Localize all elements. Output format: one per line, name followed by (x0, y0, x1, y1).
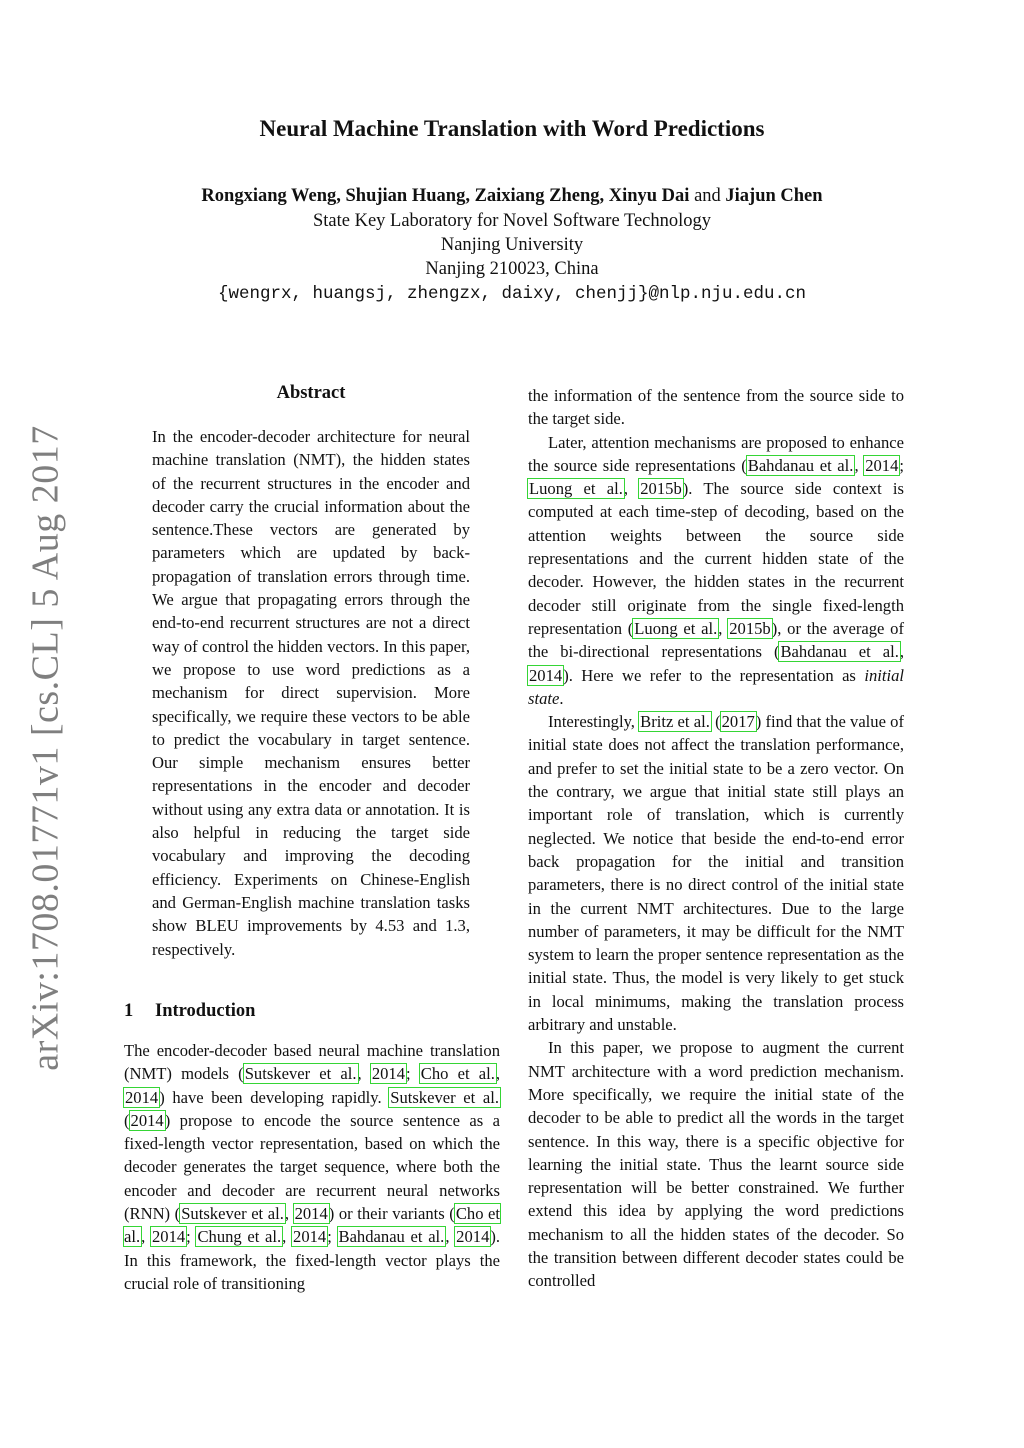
author-last: Jiajun Chen (725, 186, 823, 206)
emphasized-term: initial state (528, 665, 904, 708)
citation-link[interactable]: 2017 (721, 712, 755, 732)
citation-link[interactable]: Bahdanau et al. (747, 455, 854, 475)
citation-link[interactable]: 2014 (130, 1110, 164, 1130)
introduction-body (124, 1039, 500, 1295)
affiliation-city: Nanjing 210023, China (425, 259, 599, 279)
section-title: Introduction (155, 1001, 256, 1021)
citation-link[interactable]: Cho et al. (124, 1204, 501, 1247)
affiliation-lab: State Key Laboratory for Novel Software Technology (312, 211, 712, 231)
citation-link[interactable]: 2014 (529, 665, 563, 685)
section-number: 1 (124, 1001, 134, 1021)
citation-link[interactable]: Sutskever et al. (181, 1204, 284, 1224)
citation-link[interactable]: 2015b (729, 618, 771, 638)
citation-link[interactable]: 2014 (151, 1227, 186, 1247)
right-paragraph-4: In this paper, we propose to augment the current NMT architecture with a word prediction mechanism. More specifically, we require the initial state of the decoder to be able to predict all the words in the target sentence. In this way, there is a specific objective for learning the initial state. Thus the learnt source side representation will be better constrained. We further extend this idea by applying the word predictions mechanism to all the hidden states of the decoder. So the transition between different decoder states could be controlled (528, 1038, 904, 1291)
right-paragraph-3: Interestingly, Britz et al. (2017) find that the value of initial state does not affect the translation performance, and prefer to set the initial state to be a zero vector. On the contrary, we argue that initial state still plays an important role of translation, which is currently neglected. We notice that beside the end-to-end error back propagation for the initial and transition parameters, there is no direct control of the initial state in the current NMT architectures. Due to the large number of parameters, it may be difficult for the NMT system to learn the proper sentence representation as the initial state. Thus, the model is very likely to get stuck in local minimums, making the translation process arbitrary and unstable. (528, 712, 904, 1035)
citation-link[interactable]: Bahdanau et al. (338, 1227, 445, 1247)
author-emails: {wengrx, huangsj, zhengzx, daixy, chenjj}@nlp.nju.edu.cn (217, 284, 807, 304)
intro-paragraph-1: The encoder-decoder based neural machine translation (NMT) models (Sutskever et al., 2014; Cho et al., 2014) have been developing rapidly. Sutskever et al. (2014) propose to encode the source sentence as a fixed-length vector representation, based on which the decoder generates the target sequence, where both the encoder and decoder are recurrent neural networks (RNN) (Sutskever et al., 2014) or their variants (Cho et al., 2014; Chung et al., 2014; Bahdanau et al., 2014). In this framework, the fixed-length vector plays the crucial role of transitioning (124, 1041, 501, 1293)
paper-title: Neural Machine Translation with Word Predictions (259, 116, 765, 141)
citation-link[interactable]: Sutskever et al. (244, 1064, 357, 1084)
citation-link[interactable]: Chung et al. (197, 1227, 282, 1247)
citation-link[interactable]: Luong et al. (634, 618, 718, 638)
right-column-body (528, 384, 904, 1293)
citation-link[interactable]: Cho et al. (420, 1064, 495, 1084)
abstract-heading: Abstract (276, 383, 346, 403)
citation-link[interactable]: 2014 (293, 1227, 327, 1247)
abstract-paragraph: In the encoder-decoder architecture for neural machine translation (NMT), the hidden states of the recurrent structures in the encoder and decoder carry the crucial information about the sentence.These vectors are generated by parameters which are updated by back-propagation of translation errors through time. We argue that propagating errors through the end-to-end recurrent structures are not a direct way of control the hidden vectors. In this paper, we propose to use word predictions as a mechanism for direct supervision. More specifically, we require these vectors to be able to predict the vocabulary in target sentence. Our simple mechanism ensures better representations in the encoder and decoder without using any extra data or annotation. It is also helpful in reducing the target side vocabulary and improving the decoding efficiency. Experiments on Chinese-English and German-English machine translation tasks show BLEU improvements by 4.53 and 1.3, respectively. (152, 427, 470, 959)
citation-link[interactable]: 2015b (640, 479, 682, 499)
abstract-body (152, 425, 470, 961)
arxiv-identifier-stamp (24, 424, 68, 1071)
author-conjunction: and (694, 186, 721, 206)
citation-link[interactable]: Luong et al. (529, 479, 623, 499)
citation-link[interactable]: 2014 (294, 1204, 328, 1224)
citation-link[interactable]: Britz et al. (640, 712, 710, 732)
affiliation-university: Nanjing University (440, 235, 584, 255)
author-names: Rongxiang Weng, Shujian Huang, Zaixiang Zheng, Xinyu Dai (201, 186, 690, 206)
arxiv-identifier-text: arXiv:1708.01771v1 [cs.CL] 5 Aug 2017 (25, 424, 68, 1071)
citation-link[interactable]: 2014 (125, 1087, 159, 1107)
citation-link[interactable]: 2014 (456, 1227, 490, 1247)
author-line (0, 186, 1024, 207)
right-paragraph-2: Later, attention mechanisms are proposed to enhance the source side representations (Bahdanau et al., 2014; Luong et al., 2015b). The source side context is computed at each time-step of decoding, based on the attention weights between the source side representations and the current hidden state of the decoder. However, the hidden states in the recurrent decoder still originate from the single fixed-length representation (Luong et al., 2015b), or the average of the bi-directional representations (Bahdanau et al., 2014). Here we refer to the representation as initial state. (528, 432, 905, 708)
section-heading-introduction (124, 1001, 255, 1022)
citation-link[interactable]: 2014 (371, 1064, 406, 1084)
right-paragraph-1: the information of the sentence from the source side to the target side. (528, 386, 904, 429)
citation-link[interactable]: Sutskever et al. (390, 1087, 499, 1107)
citation-link[interactable]: Bahdanau et al. (780, 642, 899, 662)
citation-link[interactable]: 2014 (865, 455, 899, 475)
